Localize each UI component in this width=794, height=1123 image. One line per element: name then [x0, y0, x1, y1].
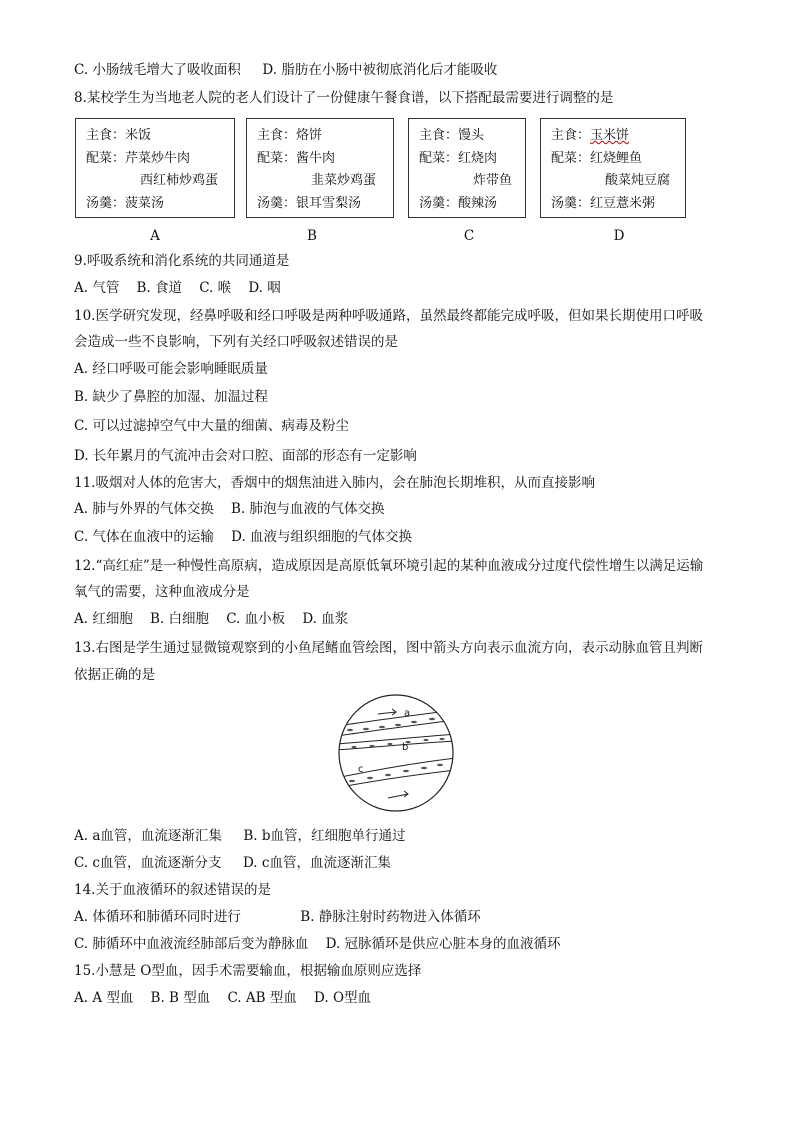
q10-option-b: B. 缺少了鼻腔的加湿、加温过程 [74, 389, 269, 405]
menu-letter-b: B [307, 228, 317, 244]
q12-option-c: C. 血小板 [226, 611, 286, 627]
q11-option-a: A. 肺与外界的气体交换 [74, 501, 214, 517]
q12-stem-line-2: 氧气的需要，这种血液成分是 [74, 584, 250, 600]
vessel-label-c: c [358, 764, 364, 775]
q10-option-c: C. 可以过滤掉空气中大量的细菌、病毒及粉尘 [74, 418, 349, 434]
q15-option-d: D. O型血 [314, 990, 372, 1006]
menu-soup: 红豆薏米粥 [590, 195, 656, 211]
q7-options [74, 60, 497, 80]
menu-letter-d: D [613, 228, 625, 244]
q9-option-a: A. 气管 [74, 280, 120, 296]
menu-side-label: 配菜： [86, 150, 126, 166]
menu-main-label: 主食： [257, 128, 297, 143]
menu-main: 烙饼 [296, 128, 323, 143]
menu-letter-a: A [150, 228, 160, 244]
menu-side-1: 酱牛肉 [296, 150, 336, 166]
q12-option-a: A. 红细胞 [74, 611, 133, 627]
menu-box-d [540, 118, 686, 218]
q13-options-ab [74, 826, 406, 846]
q15-stem: 15.小慧是 O型血，因手术需要输血，根据输血原则应选择 [74, 963, 422, 979]
q9-option-d: D. 咽 [248, 280, 281, 296]
q14-option-b: B. 静脉注射时药物进入体循环 [300, 909, 481, 925]
menu-soup-label: 汤羹： [86, 195, 126, 211]
q7-option-c: C. 小肠绒毛增大了吸收面积 [74, 62, 241, 78]
menu-box-a [75, 118, 235, 218]
menu-side-2: 西红柿炒鸡蛋 [140, 173, 219, 188]
q11-options-ab [74, 499, 385, 519]
menu-side-label: 配菜： [419, 150, 459, 166]
q14-option-c: C. 肺循环中血液流经肺部后变为静脉血 [74, 936, 309, 952]
q9-stem: 9.呼吸系统和消化系统的共同通道是 [74, 253, 290, 269]
menu-soup: 酸辣汤 [458, 195, 498, 211]
q7-option-d: D. 脂肪在小肠中被彻底消化后才能吸收 [262, 62, 498, 78]
menu-side-2: 炸带鱼 [473, 173, 513, 188]
menu-box-c [408, 118, 526, 218]
blood-vessel-diagram [336, 692, 456, 814]
q14-options-ab [74, 907, 481, 927]
menu-side-2: 韭菜炒鸡蛋 [311, 173, 377, 188]
q9-options [74, 278, 281, 298]
q11-option-d: D. 血液与组织细胞的气体交换 [231, 529, 413, 545]
q15-option-c: C. AB 型血 [227, 990, 297, 1006]
menu-box-b [246, 118, 394, 218]
q15-options [74, 988, 371, 1008]
menu-side-label: 配菜： [551, 150, 591, 166]
q11-option-c: C. 气体在血液中的运输 [74, 529, 214, 545]
menu-soup-label: 汤羹： [551, 195, 591, 211]
q13-option-c: C. c血管，血流逐渐分支 [74, 855, 222, 871]
q9-option-b: B. 食道 [136, 280, 183, 296]
q14-stem: 14.关于血液循环的叙述错误的是 [74, 882, 271, 898]
vessel-label-a: a [404, 708, 411, 719]
menu-soup: 银耳雪梨汤 [296, 195, 362, 211]
menu-soup-label: 汤羹： [419, 195, 459, 211]
menu-side-1: 芹菜炒牛肉 [125, 150, 191, 166]
q12-stem-line-1: 12.“高红症”是一种慢性高原病，造成原因是高原低氧环境引起的某种血液成分过度代偿性增生以满足运输 [74, 558, 704, 574]
q13-stem-line-2: 依据正确的是 [74, 667, 155, 683]
menu-main-label: 主食： [419, 128, 459, 143]
q12-option-b: B. 白细胞 [150, 611, 210, 627]
q13-option-b: B. b血管，红细胞单行通过 [243, 828, 406, 844]
q11-options-cd [74, 527, 412, 547]
q10-stem-line-1: 10.医学研究发现，经鼻呼吸和经口呼吸是两种呼吸通路，虽然最终都能完成呼吸，但如果长期使用口呼吸 [74, 308, 703, 324]
q15-option-b: B. B 型血 [150, 990, 211, 1006]
menu-side-1: 红烧鲤鱼 [590, 150, 643, 166]
q12-option-d: D. 血浆 [302, 611, 349, 627]
menu-main: 馒头 [458, 128, 485, 143]
menu-soup: 菠菜汤 [125, 195, 165, 211]
q13-options-cd [74, 853, 391, 873]
menu-main: 玉米饼 [590, 128, 630, 143]
menu-side-2: 酸菜炖豆腐 [605, 173, 671, 188]
q13-option-d: D. c血管，血流逐渐汇集 [242, 855, 391, 871]
menu-main-label: 主食： [86, 128, 126, 143]
q10-stem-line-2: 会造成一些不良影响，下列有关经口呼吸叙述错误的是 [74, 334, 398, 350]
vessel-label-b: b [402, 742, 409, 753]
menu-main-label: 主食： [551, 128, 591, 143]
q10-option-d: D. 长年累月的气流冲击会对口腔、面部的形态有一定影响 [74, 448, 417, 464]
q10-option-a: A. 经口呼吸可能会影响睡眠质量 [74, 361, 268, 377]
q14-options-cd [74, 934, 561, 954]
q14-option-d: D. 冠脉循环是供应心脏本身的血液循环 [325, 936, 561, 952]
q9-option-c: C. 喉 [199, 280, 232, 296]
q13-option-a: A. a血管，血流逐渐汇集 [74, 828, 222, 844]
menu-soup-label: 汤羹： [257, 195, 297, 211]
q13-stem-line-1: 13.右图是学生通过显微镜观察到的小鱼尾鳍血管绘图，图中箭头方向表示血流方向，表示动脉血管且判断 [74, 640, 703, 656]
q14-option-a: A. 体循环和肺循环同时进行 [74, 909, 241, 925]
q11-option-b: B. 肺泡与血液的气体交换 [231, 501, 385, 517]
q11-stem: 11.吸烟对人体的危害大，香烟中的烟焦油进入肺内，会在肺泡长期堆积，从而直接影响 [74, 475, 595, 491]
menu-main: 米饭 [125, 128, 152, 143]
q12-options [74, 609, 348, 629]
menu-side-label: 配菜： [257, 150, 297, 166]
q15-option-a: A. A 型血 [74, 990, 134, 1006]
menu-side-1: 红烧肉 [458, 150, 498, 166]
menu-letter-c: C [463, 228, 475, 244]
q8-stem: 8.某校学生为当地老人院的老人们设计了一份健康午餐食谱，以下搭配最需要进行调整的是 [74, 90, 614, 106]
